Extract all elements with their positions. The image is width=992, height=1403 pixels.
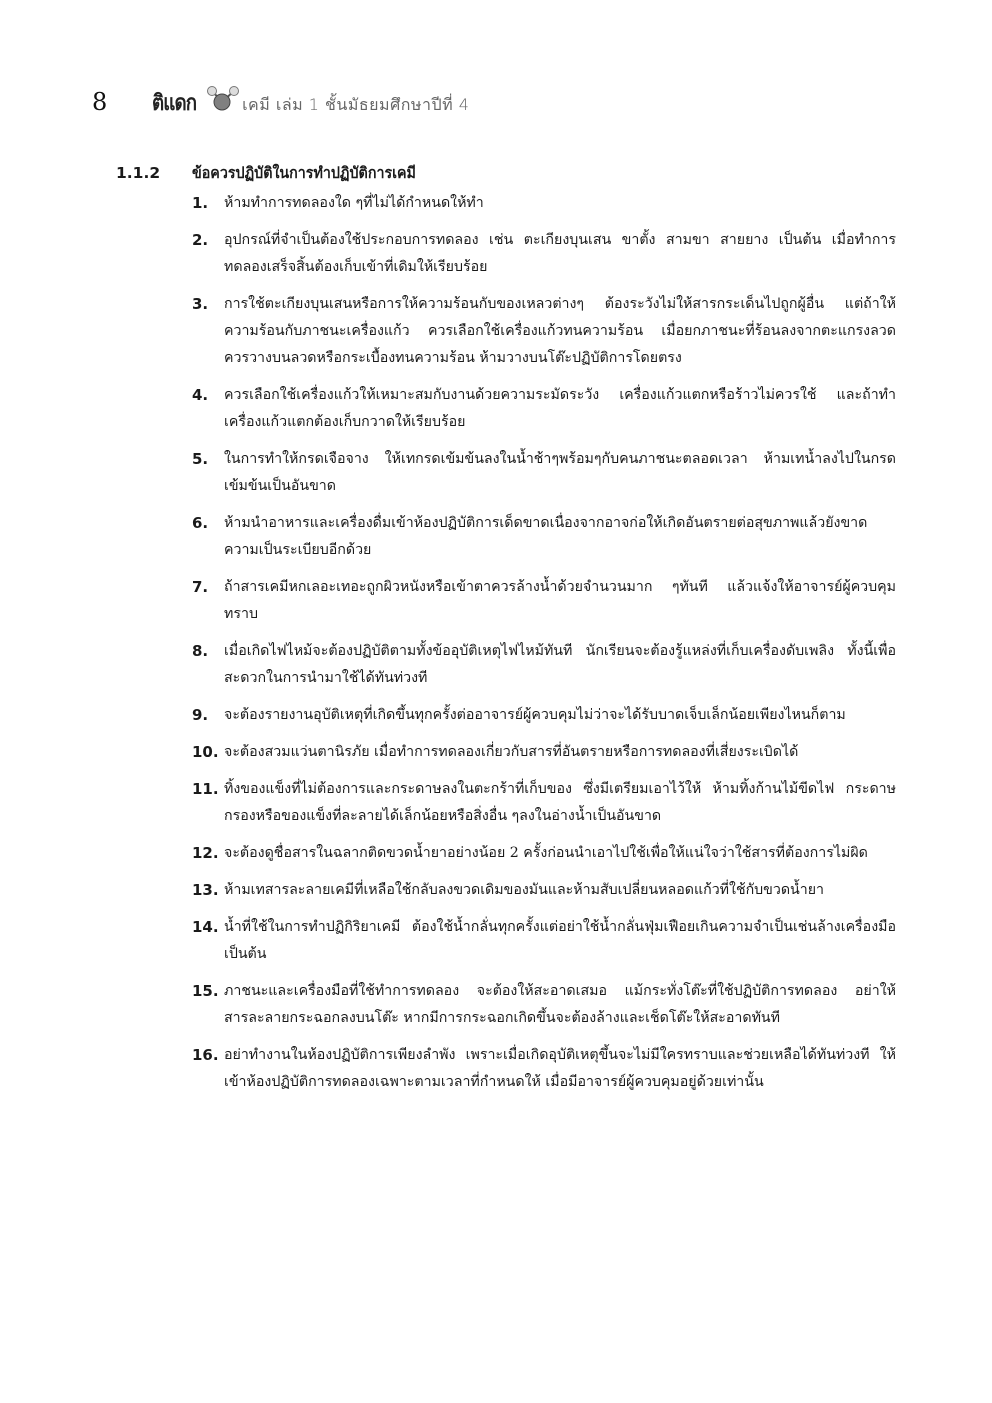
rule-number: 10. xyxy=(192,743,219,761)
rule-text: อุปกรณ์ที่จำเป็นต้องใช้ประกอบการทดลอง เช่น ตะเกียงบุนเสน ขาตั้ง สามขา สายยาง เป็นต้น เมื่อทำการทดลองเสร็จสิ้นต้องเก็บเข้าที่เดิมให้เรียบร้อย xyxy=(224,232,896,275)
rule-item xyxy=(116,877,906,904)
rule-number: 16. xyxy=(192,1046,219,1064)
rule-text: ในการทำให้กรดเจือจาง ให้เทกรดเข้มข้นลงในน้ำช้าๆพร้อมๆกับคนภาชนะตลอดเวลา ห้ามเทน้ำลงไปในกรดเข้มข้นเป็นอันขาด xyxy=(224,451,896,494)
section-heading xyxy=(116,160,906,186)
rule-text: ควรเลือกใช้เครื่องแก้วให้เหมาะสมกับงานด้วยความระมัดระวัง เครื่องแก้วแตกหรือร้าวไม่ควรใช้ และถ้าทำเครื่องแก้วแตกต้องเก็บกวาดให้เรียบร้อย xyxy=(224,387,896,430)
rule-number: 11. xyxy=(192,780,219,798)
rule-text: ห้ามเทสารละลายเคมีที่เหลือใช้กลับลงขวดเดิมของมันและห้ามสับเปลี่ยนหลอดแก้วที่ใช้กับขวดน้ำยา xyxy=(224,882,824,898)
section-title: ข้อควรปฏิบัติในการทำปฏิบัติการเคมี xyxy=(192,164,416,182)
rule-number: 2. xyxy=(192,231,209,249)
rule-item xyxy=(116,978,906,1032)
rule-text: จะต้องสวมแว่นตานิรภัย เมื่อทำการทดลองเกี่ยวกับสารที่อันตรายหรือการทดลองที่เสี่ยงระเบิดได้ xyxy=(224,744,799,760)
rule-number: 3. xyxy=(192,295,209,313)
molecule-icon xyxy=(206,85,240,111)
rule-number: 5. xyxy=(192,450,209,468)
page-number: 8 xyxy=(92,88,108,116)
rule-text: จะต้องดูชื่อสารในฉลากติดขวดน้ำยาอย่างน้อย 2 ครั้งก่อนนำเอาไปใช้เพื่อให้แน่ใจว่าใช้สารที่ต้องการไม่ผิด xyxy=(224,845,868,861)
section-number: 1.1.2 xyxy=(116,164,161,182)
rule-item xyxy=(116,638,906,692)
rule-number: 8. xyxy=(192,642,209,660)
rule-number: 9. xyxy=(192,706,209,724)
rule-item xyxy=(116,510,906,564)
brand-logo-text: ติแดก xyxy=(152,90,197,116)
rule-item xyxy=(116,446,906,500)
rule-item xyxy=(116,914,906,968)
rule-text: ห้ามนำอาหารและเครื่องดื่มเข้าห้องปฏิบัติการเด็ดขาดเนื่องจากอาจก่อให้เกิดอันตรายต่อสุขภาพแล้วยังขาดความเป็นระเบียบอีกด้วย xyxy=(224,515,868,558)
rule-text: ภาชนะและเครื่องมือที่ใช้ทำการทดลอง จะต้องให้สะอาดเสมอ แม้กระทั่งโต๊ะที่ใช้ปฏิบัติการทดลอง อย่าให้สารละลายกระฉอกลงบนโต๊ะ หากมีการกระฉอกเกิดขึ้นจะต้องล้างและเช็ดโต๊ะให้สะอาดทันที xyxy=(224,983,896,1026)
rule-item xyxy=(116,702,906,729)
rule-item xyxy=(116,382,906,436)
rule-number: 6. xyxy=(192,514,209,532)
rule-text: ทิ้งของแข็งที่ไม่ต้องการและกระดาษลงในตะกร้าที่เก็บของ ซึ่งมีเตรียมเอาไว้ให้ ห้ามทิ้งก้านไม้ขีดไฟ กระดาษกรองหรือของแข็งที่ละลายได้เล็กน้อยหรือสิ่งอื่น ๆลงในอ่างน้ำเป็นอันขาด xyxy=(224,781,896,824)
rule-item xyxy=(116,190,906,217)
rule-number: 13. xyxy=(192,881,219,899)
rule-item xyxy=(116,739,906,766)
rule-item xyxy=(116,776,906,830)
rule-text: ถ้าสารเคมีหกเลอะเทอะถูกผิวหนังหรือเข้าตาควรล้างน้ำด้วยจำนวนมาก ๆทันที แล้วแจ้งให้อาจารย์ผู้ควบคุมทราบ xyxy=(224,579,896,622)
rule-item xyxy=(116,291,906,372)
rule-number: 7. xyxy=(192,578,209,596)
rule-text: เมื่อเกิดไฟไหม้จะต้องปฏิบัติตามทั้งข้ออุบัติเหตุไฟไหม้ทันที นักเรียนจะต้องรู้แหล่งที่เก็บเครื่องดับเพลิง ทั้งนี้เพื่อสะดวกในการนำมาใช้ได้ทันท่วงที xyxy=(224,643,896,686)
rule-number: 14. xyxy=(192,918,219,936)
rule-number: 1. xyxy=(192,194,209,212)
rule-item xyxy=(116,227,906,281)
rule-number: 4. xyxy=(192,386,209,404)
rule-number: 12. xyxy=(192,844,219,862)
rule-text: อย่าทำงานในห้องปฏิบัติการเพียงลำพัง เพราะเมื่อเกิดอุบัติเหตุขึ้นจะไม่มีใครทราบและช่วยเหลือได้ทันท่วงที ให้เข้าห้องปฏิบัติการทดลองเฉพาะตามเวลาที่กำหนดให้ เมื่อมีอาจารย์ผู้ควบคุมอยู่ด้วยเท่านั้น xyxy=(224,1047,896,1090)
rule-text: จะต้องรายงานอุบัติเหตุที่เกิดขึ้นทุกครั้งต่ออาจารย์ผู้ควบคุมไม่ว่าจะได้รับบาดเจ็บเล็กน้อยเพียงไหนก็ตาม xyxy=(224,707,846,723)
rule-item xyxy=(116,840,906,867)
rules-list xyxy=(116,190,906,1096)
book-title: เคมี เล่ม 1 ชั้นมัธยมศึกษาปีที่ 4 xyxy=(242,94,470,114)
rule-number: 15. xyxy=(192,982,219,1000)
rule-item xyxy=(116,574,906,628)
page-header xyxy=(92,82,469,122)
rule-text: น้ำที่ใช้ในการทำปฏิกิริยาเคมี ต้องใช้น้ำกลั่นทุกครั้งแต่อย่าใช้น้ำกลั่นฟุ่มเฟือยเกินความจำเป็นเช่นล้างเครื่องมือเป็นต้น xyxy=(224,919,896,962)
rule-text: ห้ามทำการทดลองใด ๆที่ไม่ได้กำหนดให้ทำ xyxy=(224,195,484,211)
lab-rules-section xyxy=(116,160,906,1106)
rule-text: การใช้ตะเกียงบุนเสนหรือการให้ความร้อนกับของเหลวต่างๆ ต้องระวังไม่ให้สารกระเด็นไปถูกผู้อื่น แต่ถ้าให้ความร้อนกับภาชนะเครื่องแก้ว ควรเลือกใช้เครื่องแก้วทนความร้อน เมื่อยกภาชนะที่ร้อนลงจากตะแกรงลวด ควรวางบนลวดหรือกระเบื้องทนความร้อน ห้ามวางบนโต๊ะปฏิบัติการโดยตรง xyxy=(224,296,896,366)
rule-item xyxy=(116,1042,906,1096)
